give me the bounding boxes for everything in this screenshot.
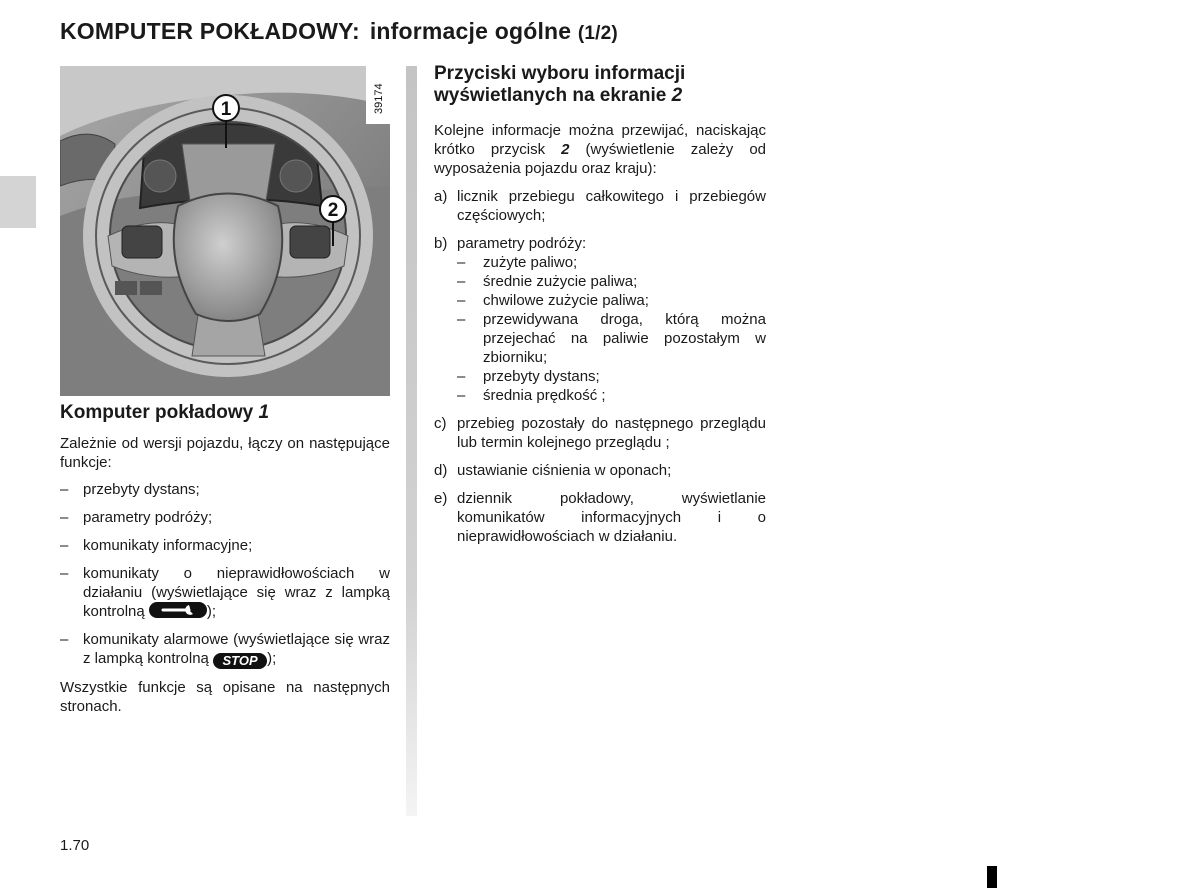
list-item: – komunikaty o nieprawidłowościach w działaniu (wyświetlające się wraz z lampką kontrolną ); [60, 565, 390, 620]
title-part-number: (1/2) [577, 23, 618, 44]
heading-ref-number: 1 [258, 402, 270, 423]
section-heading-computer: Komputer pokładowy 1 [60, 402, 270, 423]
list-item: d) ustawianie ciśnienia w oponach; [434, 462, 672, 479]
sub-list-item: – przewidywana droga, którą można przejechać na paliwie pozostałym w zbiorniku; [457, 311, 766, 366]
callout-2: 2 [327, 200, 339, 221]
list-item: a) licznik przebiegu całkowitego i przebiegów częściowych; [434, 188, 766, 224]
page-number: 1.70 [60, 837, 90, 854]
column-divider [406, 66, 417, 816]
list-item: e) dziennik pokładowy, wyświetlanie komunikatów informacyjnych i o nieprawidłowościach w działaniu. [434, 490, 766, 545]
list-item: b) parametry podróży: – zużyte paliwo; – średnie zużycie paliwa; – chwilowe zużycie paliwa; – przewidywana droga, którą można przejechać na paliwie pozostałym w zbiorniku; – przebyty dystans; – średnia prędkość ; [434, 235, 766, 404]
left-intro: Zależnie od wersji pojazdu, łączy on następujące funkcje: [60, 435, 390, 471]
right-intro: Kolejne informacje można przewijać, naciskając krótko przycisk 2 (wyświetlenie zależy od wyposażenia pojazdu oraz kraju): [434, 122, 767, 177]
figure-code: 39174 [373, 83, 385, 114]
title-main: KOMPUTER POKŁADOWY: [60, 18, 360, 44]
left-column [60, 400, 390, 716]
wrench-icon [149, 602, 207, 618]
list-item: – komunikaty informacyjne; [60, 537, 253, 554]
page-title [60, 18, 618, 45]
sub-list-item: – chwilowe zużycie paliwa; [457, 292, 649, 309]
callout-1: 1 [220, 99, 232, 120]
sub-list-item: – przebyty dystans; [457, 368, 600, 385]
steering-wheel-illustration [60, 66, 390, 396]
stop-warning-icon: STOP [213, 653, 267, 669]
sub-list-item: – zużyte paliwo; [457, 254, 578, 271]
heading-ref-number: 2 [671, 85, 683, 106]
right-column [434, 63, 766, 546]
section-heading-buttons: Przyciski wyboru informacji wyświetlanych na ekranie 2 [434, 63, 686, 106]
sub-list-item: – średnie zużycie paliwa; [457, 273, 638, 290]
trip-params-list [457, 253, 766, 405]
list-item: – komunikaty alarmowe (wyświetlające się wraz z lampką kontrolną STOP ); [60, 631, 390, 668]
left-outro: Wszystkie funkcje są opisane na następnych stronach. [60, 679, 390, 715]
steering-wheel-drawing [60, 66, 390, 396]
title-sub: informacje ogólne [369, 18, 572, 44]
info-list [434, 187, 766, 546]
function-list [60, 480, 390, 669]
section-tab [0, 176, 36, 228]
list-item: – parametry podróży; [60, 509, 213, 526]
list-item: c) przebieg pozostały do następnego przeglądu lub termin kolejnego przeglądu ; [434, 415, 766, 451]
list-item: – przebyty dystans; [60, 481, 200, 498]
sub-list-item: – średnia prędkość ; [457, 387, 606, 404]
thumb-index-mark [987, 866, 997, 888]
